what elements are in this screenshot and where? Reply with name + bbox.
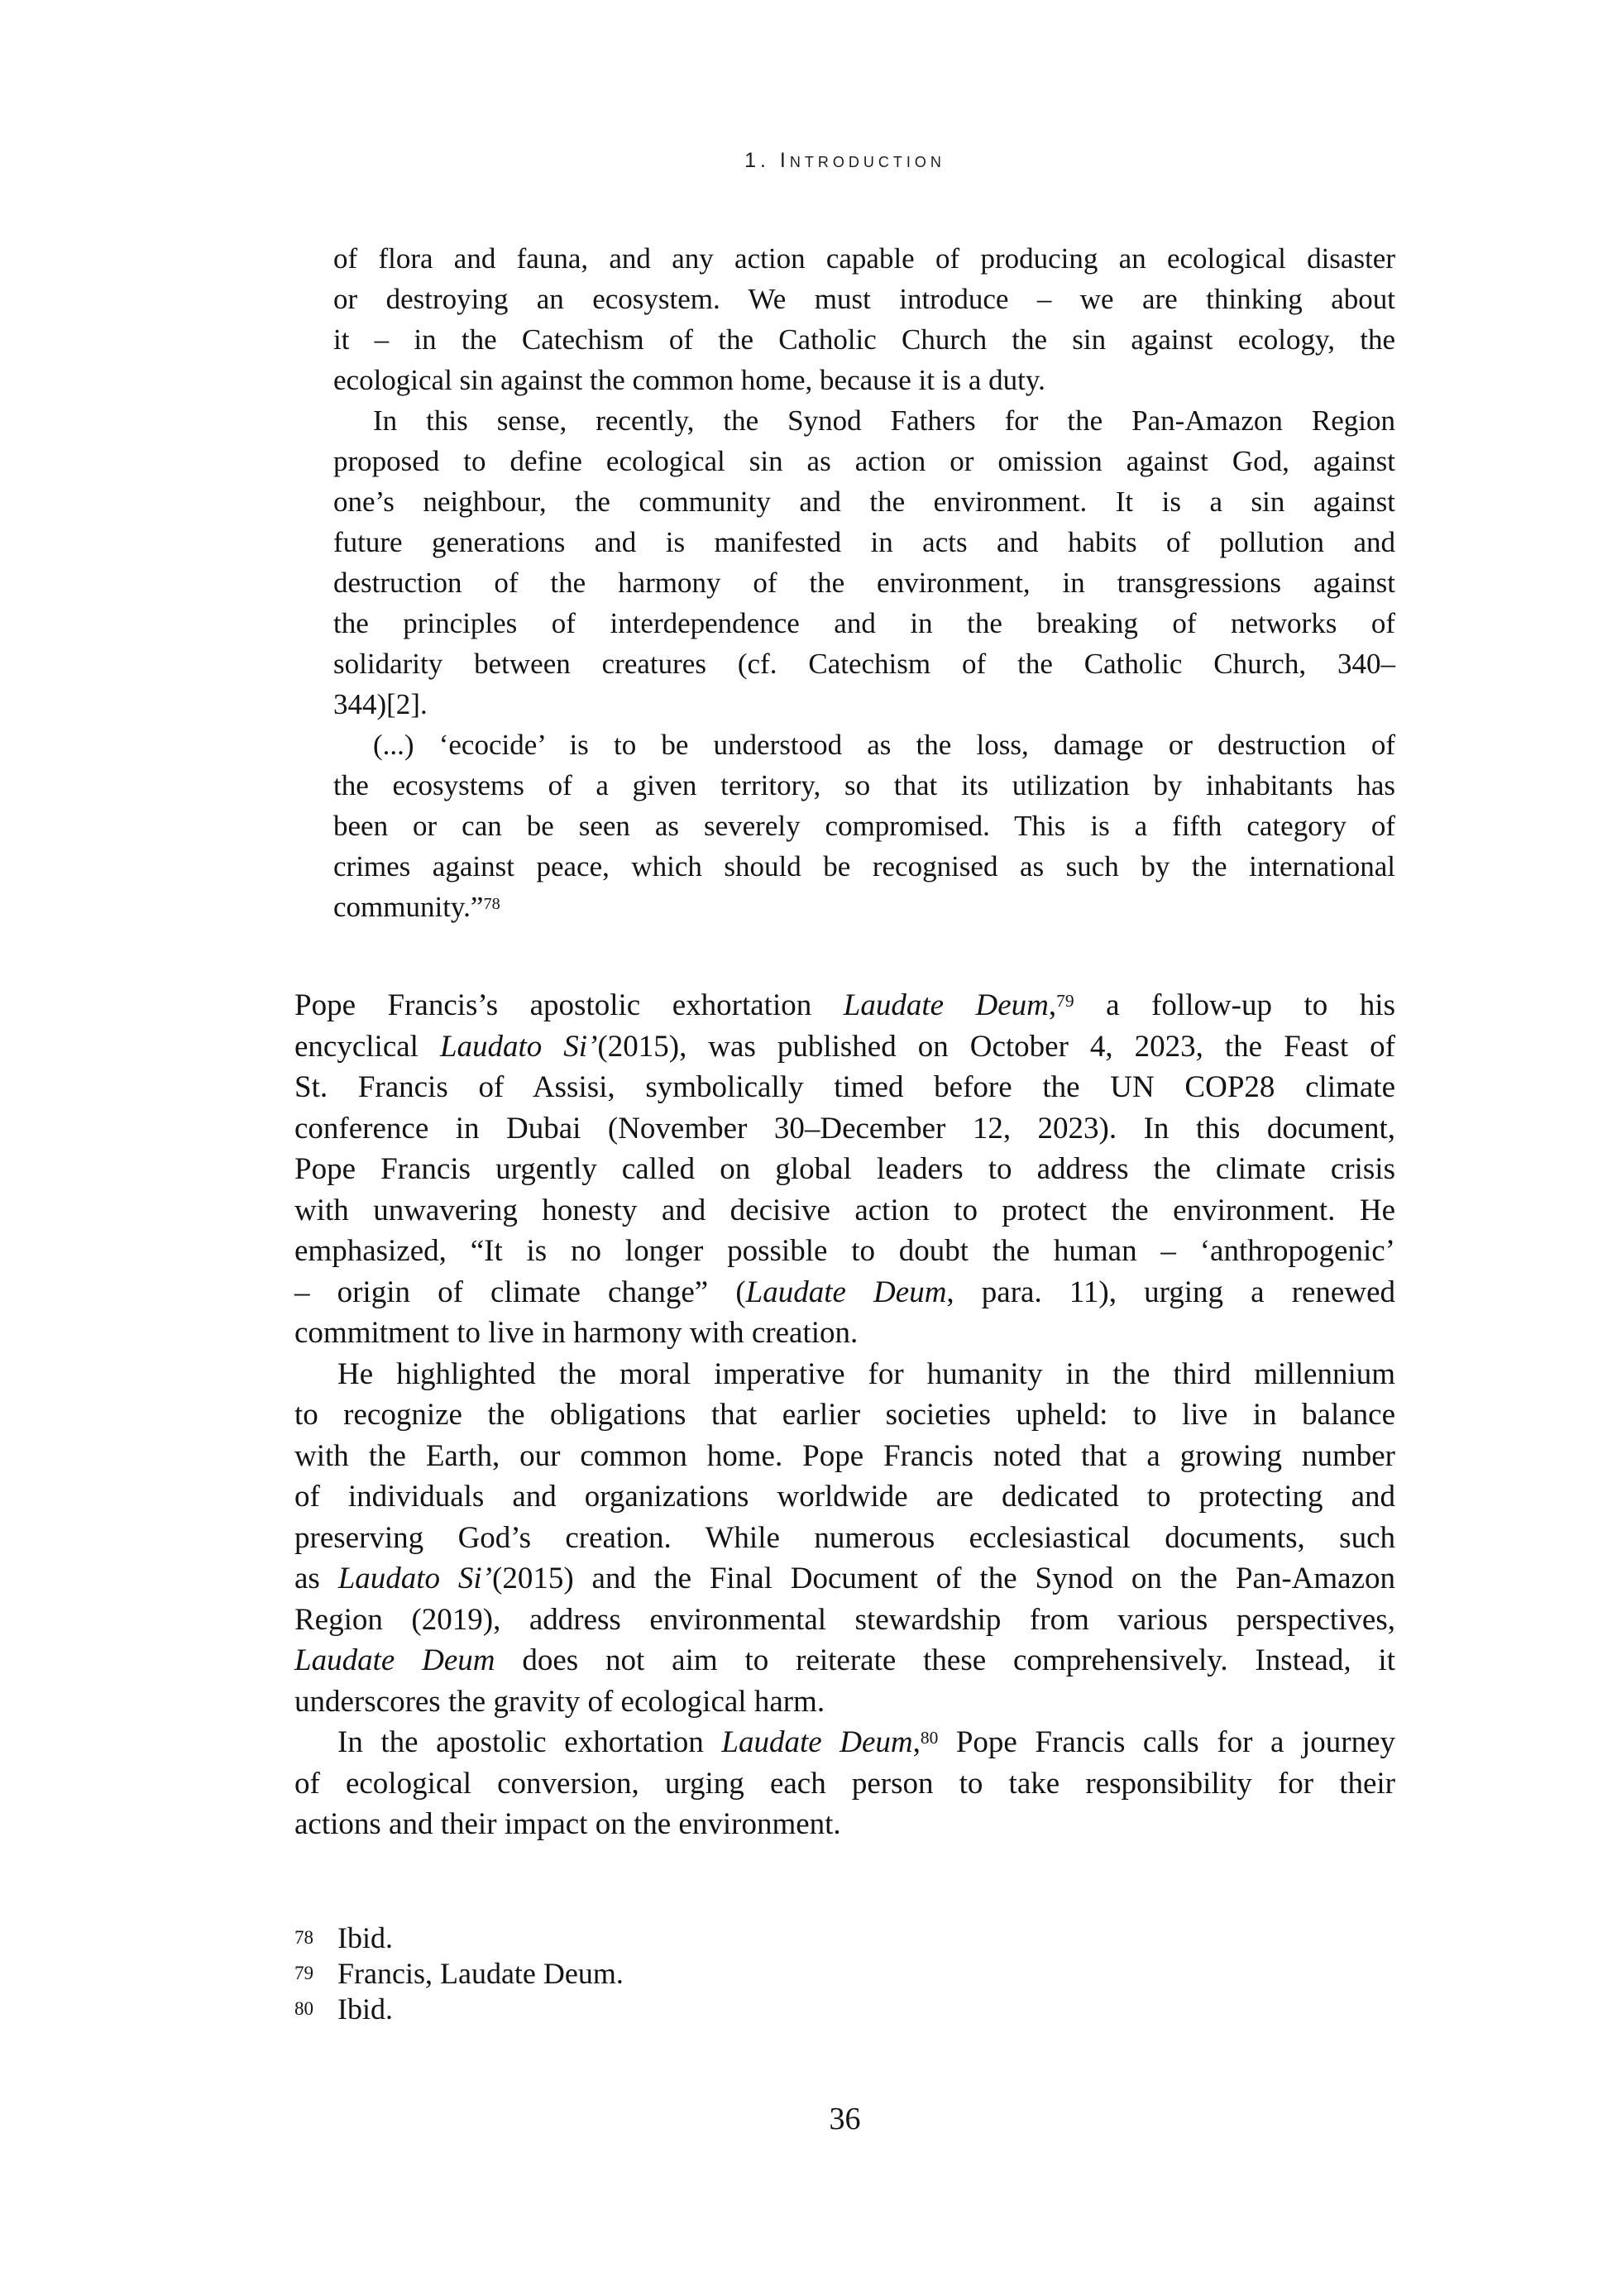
text-line: Laudate Deum does not aim to reiterate these comprehensively. Instead, it: [294, 1643, 1395, 1677]
text-line: He highlighted the moral imperative for humanity in the third millennium: [337, 1356, 1395, 1391]
text-line: proposed to define ecological sin as action or omission against God, against: [333, 445, 1395, 477]
text-line: preserving God’s creation. While numerous ecclesiastical documents, such: [294, 1520, 1395, 1555]
page-number: 36: [829, 2102, 861, 2136]
footnotes: [294, 1921, 1395, 2027]
text-line: commitment to live in harmony with creation.: [294, 1316, 859, 1350]
footnote-number: 78: [294, 1927, 313, 1948]
text-line: In the apostolic exhortation Laudate Deum,$^{80}$ Pope Francis calls for a journey: [337, 1725, 1395, 1759]
footnote-text: Francis, Laudate Deum.: [337, 1957, 624, 1990]
text-line: of individuals and organizations worldwide are dedicated to protecting and: [294, 1480, 1395, 1514]
footnote: [294, 1921, 1395, 1956]
text-line: with unwavering honesty and decisive action to protect the environment. He: [294, 1193, 1395, 1227]
text-line: future generations and is manifested in acts and habits of pollution and: [333, 526, 1395, 558]
footnote-number: 79: [294, 1963, 313, 1983]
text-line: crimes against peace, which should be recognised as such by the international: [333, 850, 1395, 883]
text-line: the principles of interdependence and in the breaking of networks of: [333, 607, 1395, 639]
paragraph: [333, 400, 1395, 725]
text-line: it – in the Catechism of the Catholic Church the sin against ecology, the: [333, 323, 1395, 356]
text-line: one’s neighbour, the community and the environment. It is a sin against: [333, 486, 1395, 518]
footnote: [294, 1992, 1395, 2027]
paragraph: [294, 985, 1395, 1354]
footnote: [294, 1956, 1395, 1992]
paragraph: [333, 725, 1395, 927]
body-text: [294, 985, 1395, 1845]
footnote-reference: 80: [920, 1728, 939, 1748]
footnote-reference: 79: [1056, 991, 1074, 1012]
text-line: – origin of climate change” (Laudate Deum, para. 11), urging a renewed: [294, 1275, 1395, 1309]
text-line: of flora and fauna, and any action capable of producing an ecological disaster: [333, 242, 1395, 275]
text-line: underscores the gravity of ecological harm.: [294, 1684, 825, 1719]
text-line: solidarity between creatures (cf. Catechism of the Catholic Church, 340–: [333, 648, 1395, 680]
text-line: Pope Francis’s apostolic exhortation Laudate Deum,$^{79}$ a follow-up to his: [294, 988, 1395, 1022]
paragraph: [333, 238, 1395, 400]
text-line: St. Francis of Assisi, symbolically timed before the UN COP28 climate: [294, 1070, 1395, 1104]
footnote-text: Ibid.: [337, 1921, 393, 1954]
text-line: of ecological conversion, urging each person to take responsibility for their: [294, 1766, 1395, 1801]
paragraph: [294, 1354, 1395, 1723]
text-line: been or can be seen as severely compromised. This is a fifth category of: [333, 810, 1395, 842]
text-line: community.”$^{78}$: [333, 891, 500, 923]
text-line: destruction of the harmony of the environment, in transgressions against: [333, 567, 1395, 599]
text-line: Pope Francis urgently called on global leaders to address the climate crisis: [294, 1152, 1395, 1186]
running-header: 1. Introduction: [744, 149, 945, 172]
footnote-number: 80: [294, 1998, 313, 2019]
footnote-reference: 78: [483, 894, 500, 913]
text-line: In this sense, recently, the Synod Fathers for the Pan-Amazon Region: [373, 404, 1395, 437]
text-line: to recognize the obligations that earlier societies upheld: to live in balance: [294, 1398, 1395, 1432]
text-line: ecological sin against the common home, because it is a duty.: [333, 364, 1045, 396]
footnote-text: Ibid.: [337, 1992, 393, 2026]
text-line: or destroying an ecosystem. We must introduce – we are thinking about: [333, 283, 1395, 315]
text-line: as Laudato Si’(2015) and the Final Document of the Synod on the Pan-Amazon: [294, 1562, 1396, 1595]
text-line: actions and their impact on the environment.: [294, 1807, 841, 1841]
text-line: (...) ‘ecocide’ is to be understood as the loss, damage or destruction of: [373, 729, 1395, 761]
text-line: emphasized, “It is no longer possible to doubt the human – ‘anthropogenic’: [294, 1234, 1395, 1268]
text-line: encyclical Laudato Si’(2015), was published on October 4, 2023, the Feast of: [294, 1029, 1396, 1064]
text-line: 344)[2].: [333, 688, 428, 720]
text-line: conference in Dubai (November 30–December 12, 2023). In this document,: [294, 1111, 1395, 1146]
text-line: the ecosystems of a given territory, so that its utilization by inhabitants has: [333, 769, 1395, 801]
block-quote: [333, 238, 1395, 927]
text-line: Region (2019), address environmental stewardship from various perspectives,: [294, 1602, 1395, 1637]
text-line: with the Earth, our common home. Pope Francis noted that a growing number: [294, 1438, 1395, 1473]
paragraph: [294, 1722, 1395, 1845]
